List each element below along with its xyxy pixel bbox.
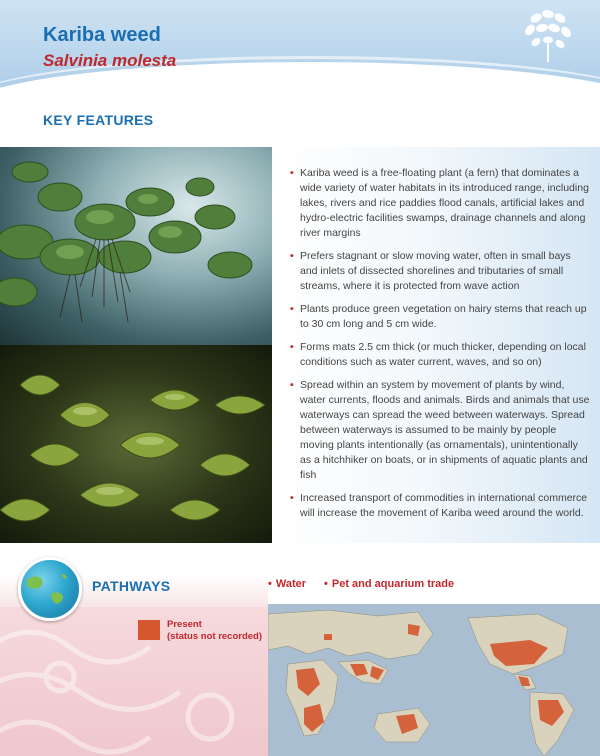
plant-closeup-photo: [0, 345, 272, 543]
leaf-logo-icon: [514, 4, 586, 64]
pathway-item-water: • Water: [268, 578, 307, 590]
key-features-list: [290, 166, 590, 529]
list-item: • Forms mats 2.5 cm thick (or much thicker, depending on local conditions such as water current, waves, and so on): [290, 340, 590, 370]
distribution-map: [268, 604, 600, 756]
globe-icon: [18, 557, 82, 621]
scientific-name: Salvinia molesta: [43, 51, 177, 70]
page-header: [0, 0, 600, 100]
list-item: • Kariba weed is a free-floating plant (a fern) that dominates a wide variety of water habitats in its introduced range, including lakes, rivers and rice paddies flood canals, artificial lakes and hydro-electric facilities swamps, drainage channels and along river margins: [290, 166, 590, 241]
legend-present-swatch: [138, 620, 160, 640]
pathway-list: [268, 578, 454, 590]
page-title: Kariba weed: [43, 24, 161, 46]
list-item: • Spread within an system by movement of plants by wind, water currents, floods and animals. Birds and animals that use waterways can spread the weed between waterways. Spread between waterways is assumed to be mainly by people moving plants intentionally (as ornamentals), unintentionally as a hitchhiker on boats, or in shipments of aquatic plants and fish: [290, 378, 590, 483]
floating-plants-photo: [0, 147, 272, 345]
key-features-heading: KEY FEATURES: [43, 112, 154, 128]
list-item: • Increased transport of commodities in international commerce will increase the movement of Kariba weed around the world.: [290, 491, 590, 521]
pathways-heading: PATHWAYS: [92, 578, 171, 594]
legend-label: Present (status not recorded): [167, 619, 263, 642]
list-item: • Plants produce green vegetation on hairy stems that reach up to 30 cm long and 5 cm wide.: [290, 302, 590, 332]
key-features-panel: [272, 147, 600, 543]
pathway-item-pet-trade: • Pet and aquarium trade: [324, 578, 455, 590]
list-item: • Prefers stagnant or slow moving water, often in small bays and inlets of dissected shorelines and tributaries of small streams, where it is protected from wave action: [290, 249, 590, 294]
